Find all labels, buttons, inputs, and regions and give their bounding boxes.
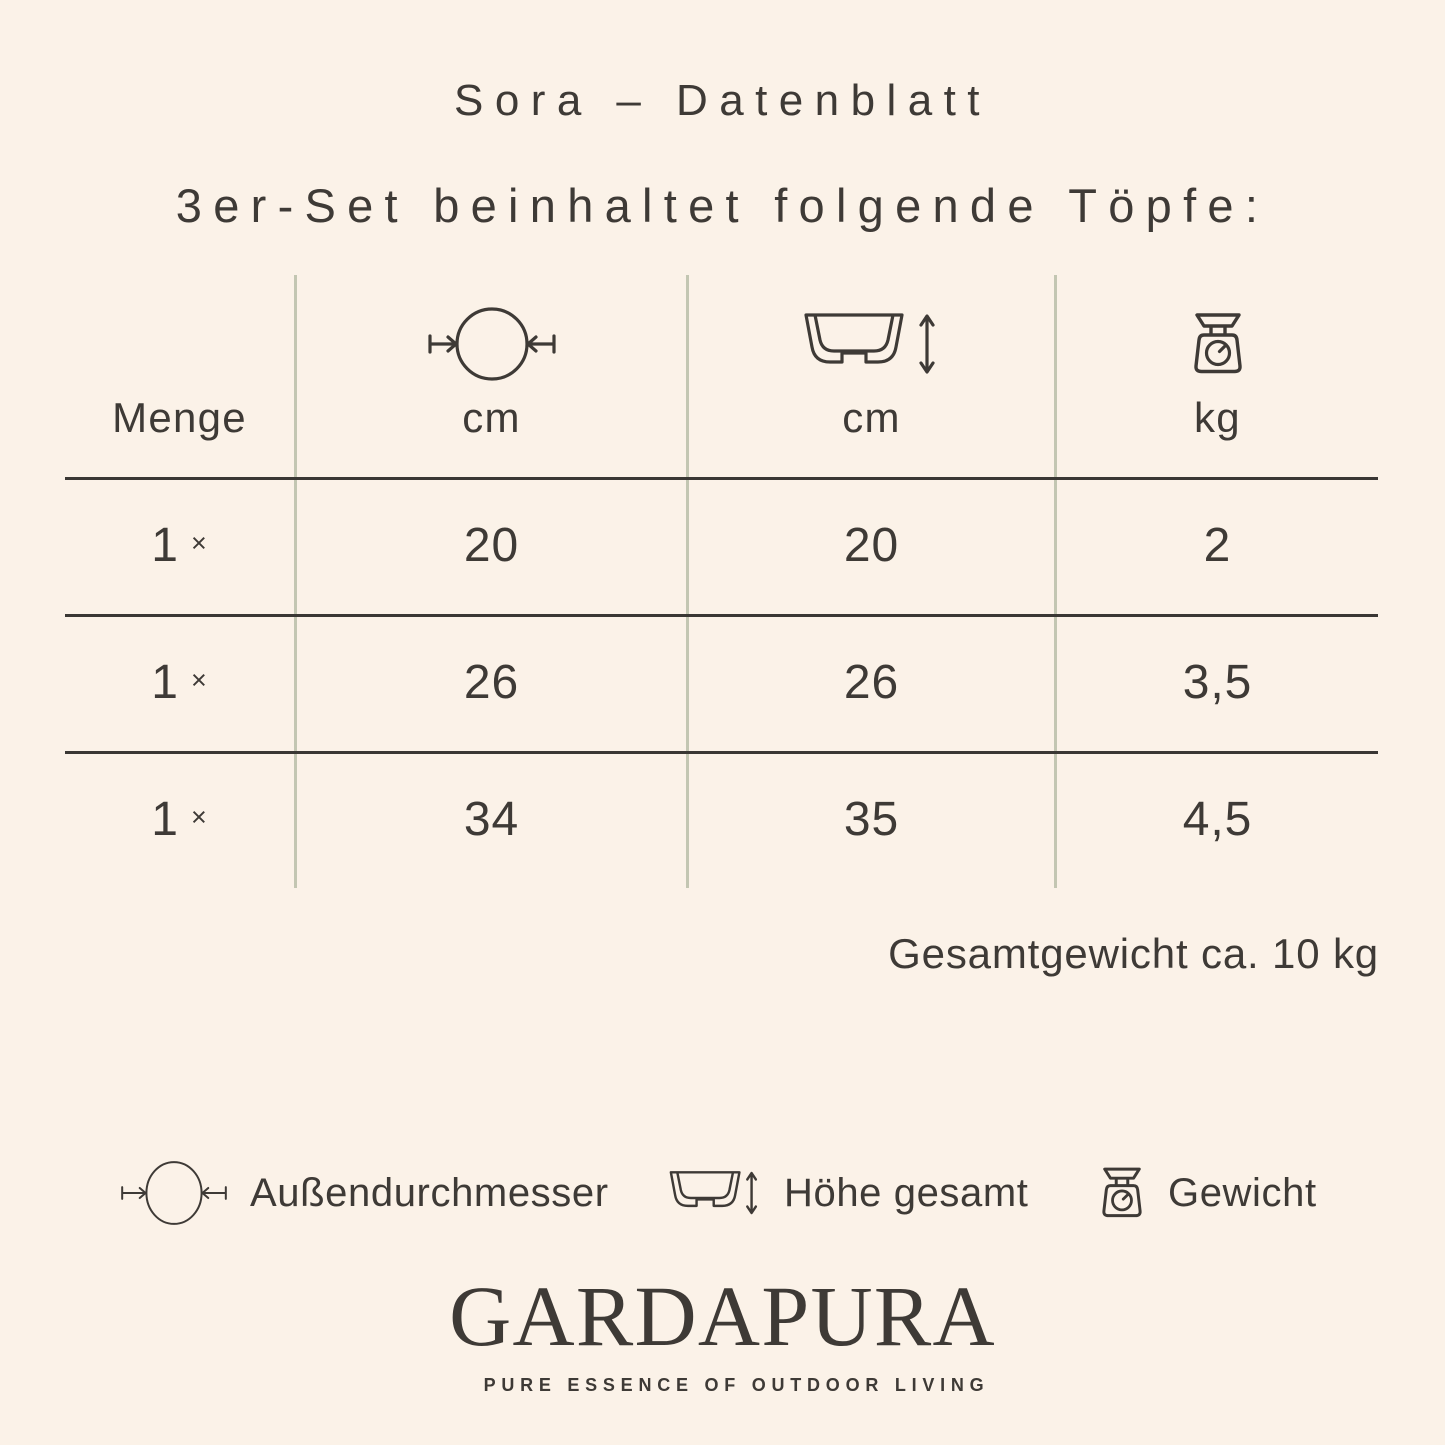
outer-diameter-icon [118,1150,230,1236]
brand-tagline: PURE ESSENCE OF OUTDOOR LIVING [483,1375,990,1395]
column-header-weight-unit: kg [1194,394,1241,441]
legend-label: Höhe gesamt [784,1170,1029,1215]
pot-height-icon [689,296,1054,392]
table-cell-diameter: 34 [463,793,520,846]
table-cell-diameter: 20 [463,519,520,572]
weight-scale-icon [1057,296,1378,392]
table-cell-quantity [65,790,294,856]
row-divider [65,614,1378,617]
pot-height-icon [668,1154,768,1232]
table-cell-quantity [65,653,294,719]
row-divider [65,477,1378,480]
table-cell-quantity [65,516,294,582]
table-cell-diameter: 26 [463,656,520,709]
brand-logo: GARDAPURA [449,1268,996,1364]
legend-item-diameter [118,1145,609,1241]
table-cell-weight: 3,5 [1182,656,1253,709]
column-header-diameter-unit: cm [462,394,521,441]
times-sign: × [190,802,208,832]
column-header-height-unit: cm [842,394,901,441]
quantity-value: 1 [151,519,179,572]
times-sign: × [190,665,208,695]
table-cell-weight: 2 [1203,519,1232,572]
legend-item-weight [1094,1145,1317,1241]
times-sign: × [190,528,208,558]
row-divider [65,751,1378,754]
quantity-value: 1 [151,656,179,709]
outer-diameter-icon [297,296,686,392]
table-cell-height: 35 [843,793,900,846]
column-header-quantity: Menge [112,394,247,441]
legend-label: Gewicht [1168,1170,1317,1215]
quantity-value: 1 [151,793,179,846]
total-weight-note: Gesamtgewicht ca. 10 kg [888,930,1379,977]
legend-label: Außendurchmesser [250,1170,609,1215]
legend-item-height [668,1145,1029,1241]
table-cell-height: 26 [843,656,900,709]
table-cell-weight: 4,5 [1182,793,1253,846]
weight-scale-icon [1094,1164,1150,1222]
page-subtitle: 3er-Set beinhaltet folgende Töpfe: [175,179,1270,232]
table-cell-height: 20 [843,519,900,572]
page-title: Sora – Datenblatt [454,76,991,125]
